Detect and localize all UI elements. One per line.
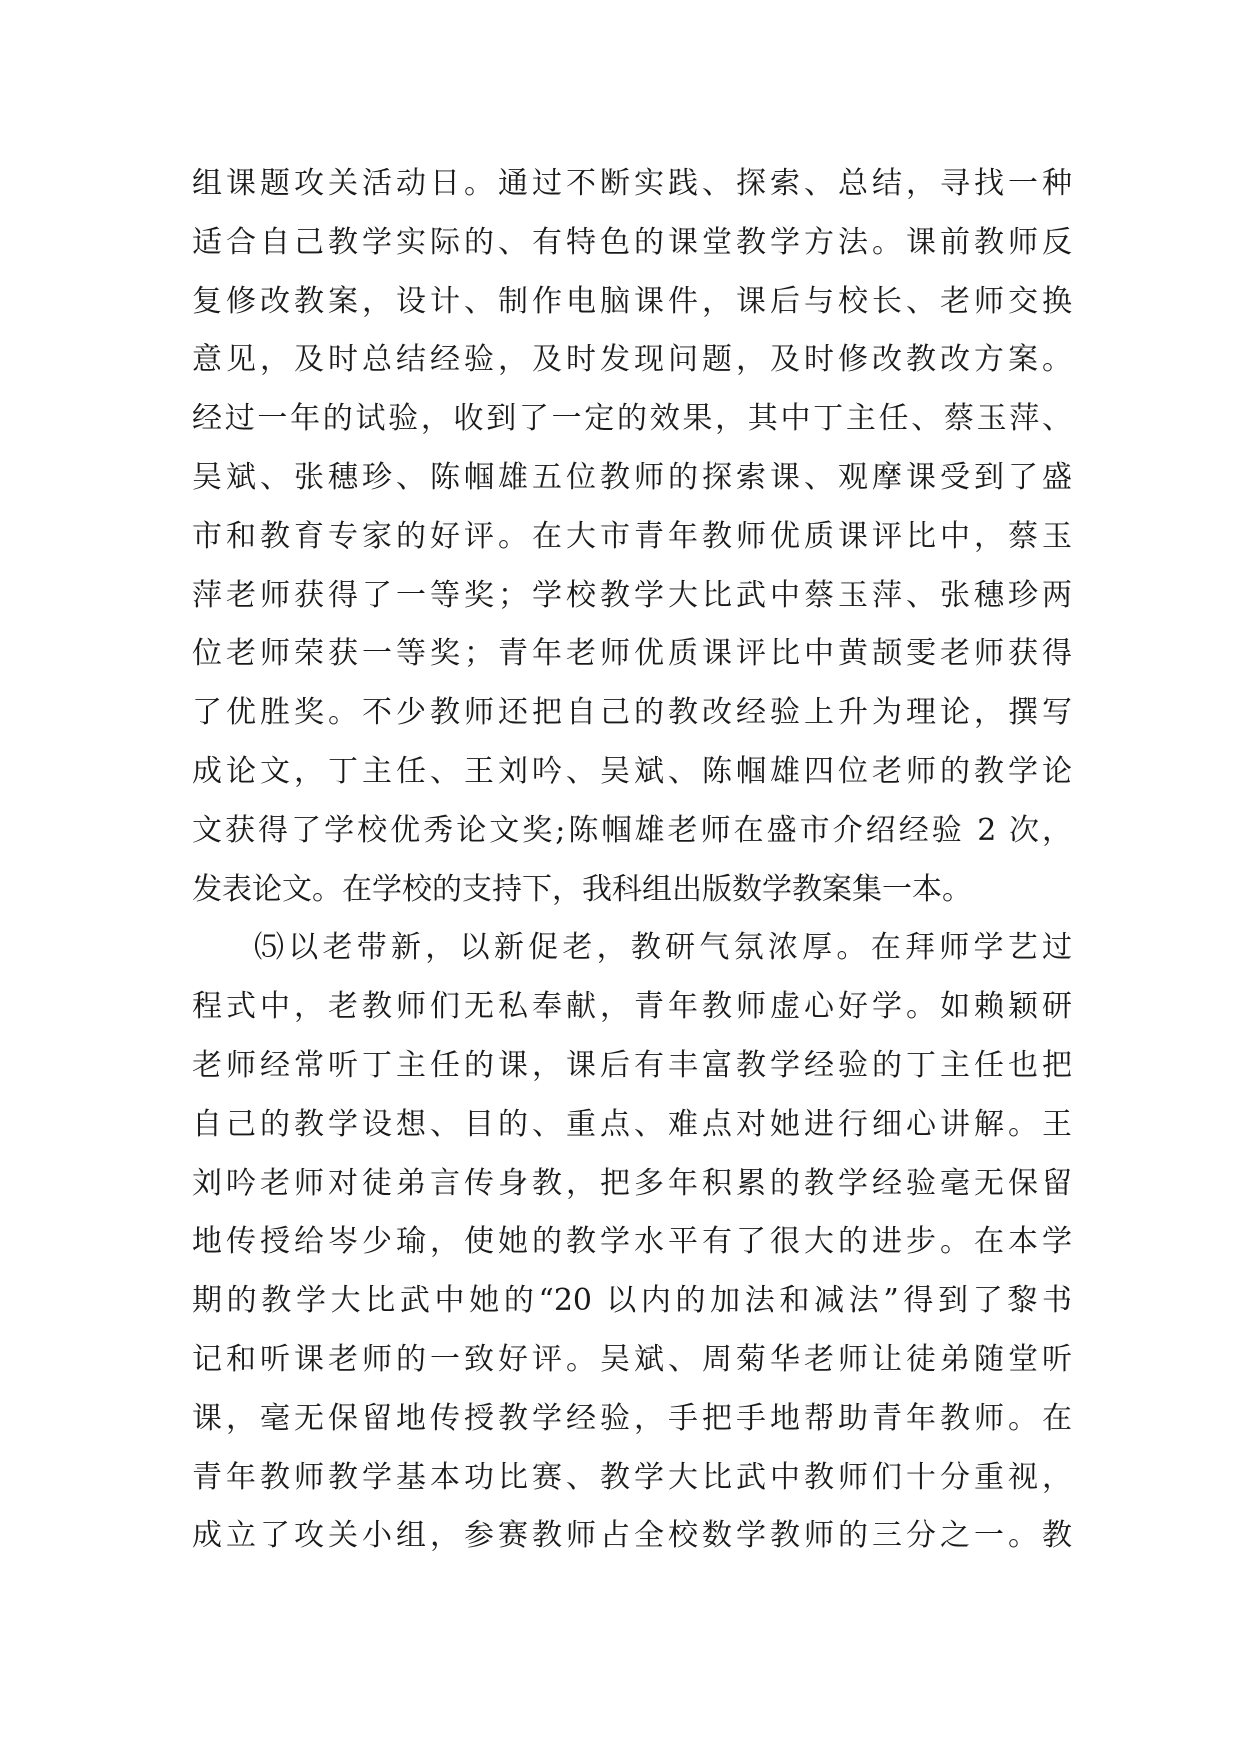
text-line: 成立了攻关小组，参赛教师占全校数学教师的三分之一。教 — [192, 1518, 1072, 1554]
text-line: 萍老师获得了一等奖；学校教学大比武中蔡玉萍、张穗珍两 — [192, 577, 1072, 613]
text-line: 位老师荣获一等奖；青年老师优质课评比中黄颉雯老师获得 — [192, 636, 1072, 672]
text-line: 老师经常听丁主任的课，课后有丰富教学经验的丁主任也把 — [192, 1047, 1072, 1083]
text-line: 课，毫无保留地传授教学经验，手把手地帮助青年教师。在 — [192, 1400, 1072, 1436]
body-text — [192, 155, 1072, 1566]
text-line: ⑸以老带新，以新促老，教研气氛浓厚。在拜师学艺过 — [254, 930, 1072, 966]
text-line: 适合自己教学实际的、有特色的课堂教学方法。课前教师反 — [192, 224, 1072, 260]
text-line: 组课题攻关活动日。通过不断实践、探索、总结，寻找一种 — [192, 166, 1072, 201]
text-line: 自己的教学设想、目的、重点、难点对她进行细心讲解。王 — [192, 1106, 1072, 1142]
text-line: 市和教育专家的好评。在大市青年教师优质课评比中，蔡玉 — [192, 518, 1072, 554]
text-line: 经过一年的试验，收到了一定的效果，其中丁主任、蔡玉萍、 — [192, 401, 1072, 437]
text-line: 青年教师教学基本功比赛、教学大比武中教师们十分重视， — [192, 1459, 1072, 1495]
text-line: 意见，及时总结经验，及时发现问题，及时修改教改方案。 — [192, 342, 1072, 378]
text-line: 刘吟老师对徒弟言传身教，把多年积累的教学经验毫无保留 — [192, 1165, 1072, 1201]
text-line: 文获得了学校优秀论文奖;陈帼雄老师在盛市介绍经验 2 次， — [192, 812, 1072, 848]
text-line: 地传授给岑少瑜，使她的教学水平有了很大的进步。在本学 — [192, 1224, 1072, 1260]
text-line: 记和听课老师的一致好评。吴斌、周菊华老师让徒弟随堂听 — [192, 1341, 1072, 1377]
text-line: 复修改教案，设计、制作电脑课件，课后与校长、老师交换 — [192, 283, 1072, 319]
text-line: 期的教学大比武中她的“20 以内的加法和减法”得到了黎书 — [192, 1283, 1072, 1319]
text-line: 发表论文。在学校的支持下，我科组出版数学教案集一本。 — [192, 871, 972, 907]
text-line: 吴斌、张穗珍、陈帼雄五位教师的探索课、观摩课受到了盛 — [192, 459, 1072, 495]
text-line: 成论文，丁主任、王刘吟、吴斌、陈帼雄四位老师的教学论 — [192, 753, 1072, 789]
text-line: 了优胜奖。不少教师还把自己的教改经验上升为理论，撰写 — [192, 695, 1072, 731]
text-line: 程式中，老教师们无私奉献，青年教师虚心好学。如赖颖研 — [192, 989, 1072, 1025]
